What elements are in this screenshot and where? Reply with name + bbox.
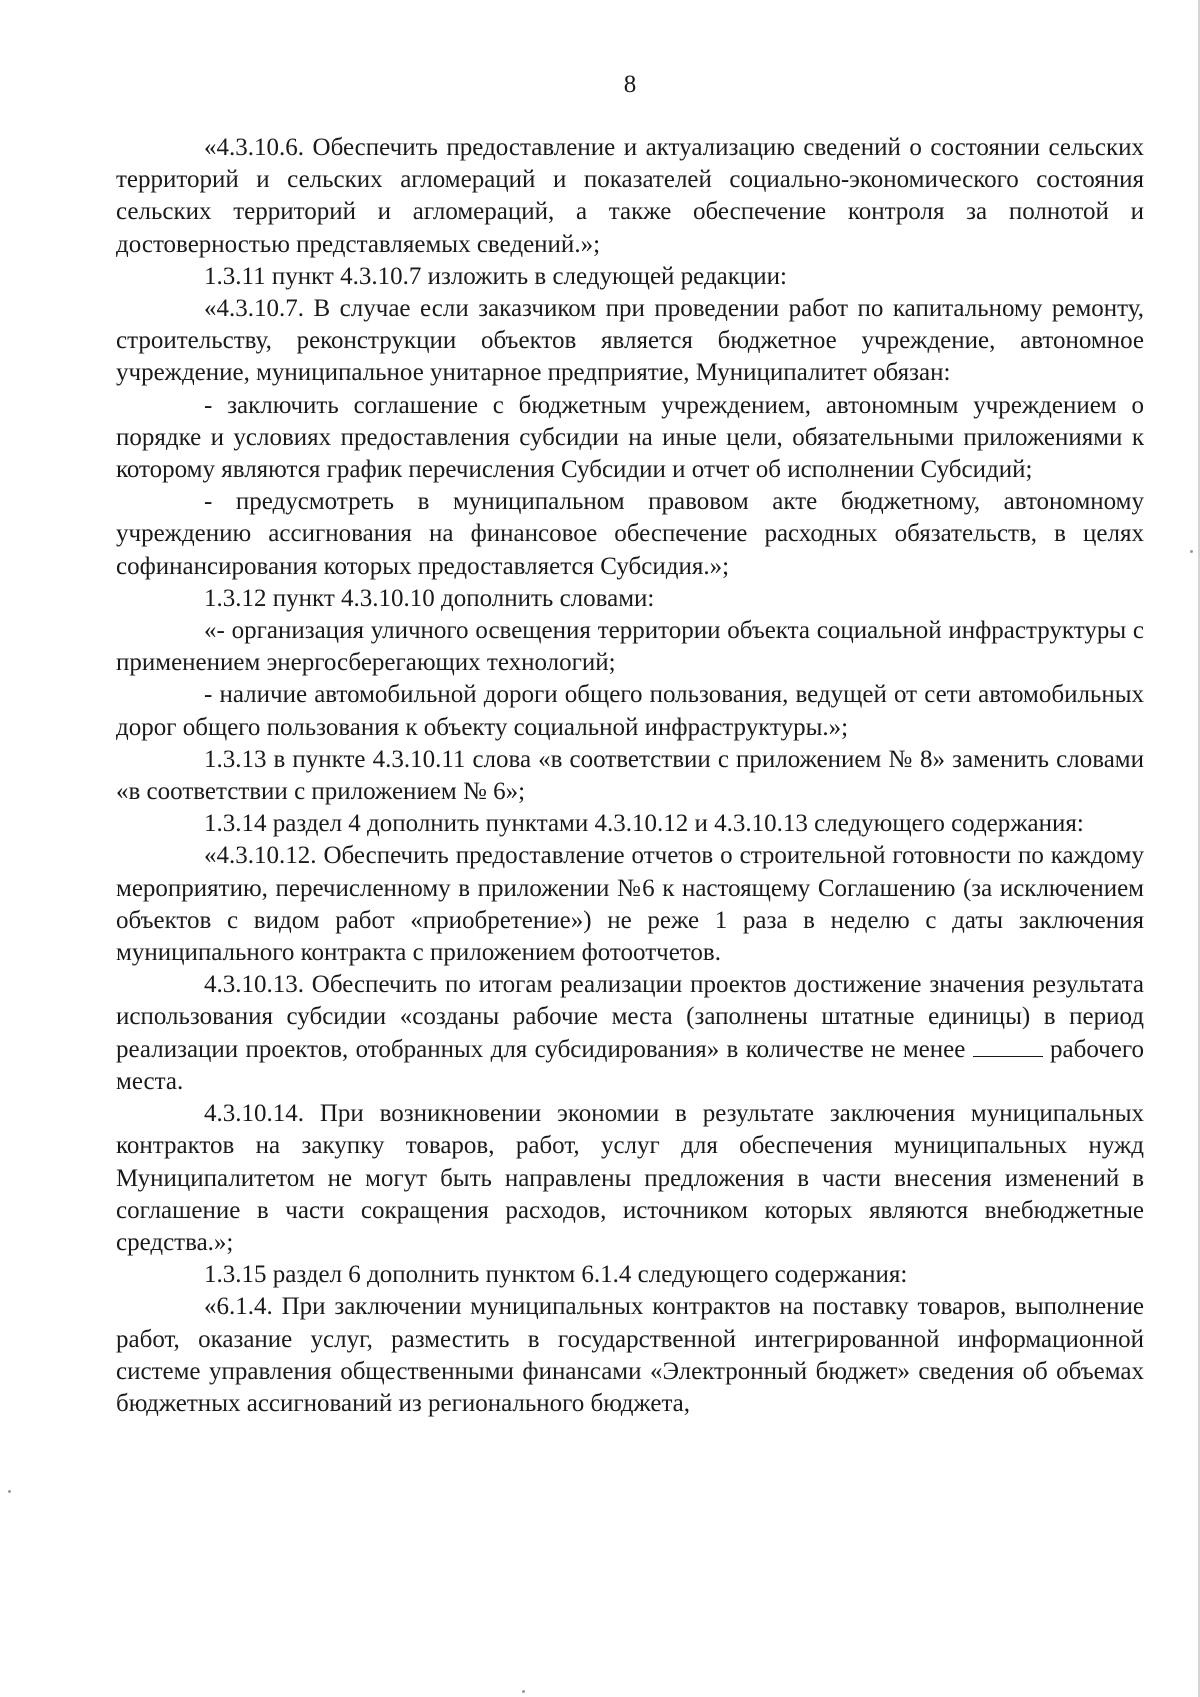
- paragraph-list-item-lighting: «- организация уличного освещения территории объекта социальной инфраструктуры с применением энергосберегающих технологий;: [116, 617, 1144, 677]
- paragraph-1-3-14: 1.3.14 раздел 4 дополнить пунктами 4.3.10.12 и 4.3.10.13 следующего содержания:: [204, 810, 1084, 838]
- paragraph-4-3-10-13-text-after: рабочего места.: [116, 1035, 1144, 1095]
- paragraph-1-3-15: 1.3.15 раздел 6 дополнить пунктом 6.1.4 следующего содержания:: [204, 1261, 908, 1289]
- scan-speck: [522, 1690, 525, 1693]
- paragraph-1-3-11: 1.3.11 пункт 4.3.10.7 изложить в следующей редакции:: [204, 262, 787, 290]
- paragraph-4-3-10-14: 4.3.10.14. При возникновении экономии в результате заключения муниципальных контрактов на закупку товаров, работ, услуг для обеспечения муниципальных нужд Муниципалитетом не могут быть направлены предложения в части внесения изменений в соглашение в части сокращения расходов, источником которых являются внебюджетные средства.»;: [116, 1100, 1144, 1256]
- paragraph-4-3-10-6: «4.3.10.6. Обеспечить предоставление и актуализацию сведений о состоянии сельских территорий и сельских агломераций и показателей социально-экономического состояния сельских территорий и агломераций, а также обеспечение контроля за полнотой и достоверностью представляемых сведений.»;: [116, 134, 1144, 258]
- page-number: 8: [623, 71, 637, 98]
- paragraph-list-item-agreement: - заключить соглашение с бюджетным учреждением, автономным учреждением о порядке и условиях предоставления субсидии на иные цели, обязательными приложениями к которому являются график перечисления Субсидии и отчет об исполнении Субсидий;: [116, 391, 1144, 484]
- paragraph-4-3-10-7: «4.3.10.7. В случае если заказчиком при проведении работ по капитальному ремонту, строительству, реконструкции объектов является бюджетное учреждение, автономное учреждение, муниципальное унитарное предприятие, Муниципалитет обязан:: [116, 295, 1144, 387]
- scan-speck: [1190, 550, 1193, 553]
- paragraph-6-1-4: «6.1.4. При заключении муниципальных контрактов на поставку товаров, выполнение работ, оказание услуг, разместить в государственной интегрированной информационной системе управления общественными финансами «Электронный бюджет» сведения об объемах бюджетных ассигнований из регионального бюджета,: [116, 1293, 1144, 1417]
- paragraph-list-item-road: - наличие автомобильной дороги общего пользования, ведущей от сети автомобильных дорог общего пользования к объекту социальной инфраструктуры.»;: [116, 681, 1144, 741]
- paragraph-4-3-10-13: [116, 969, 1144, 1098]
- paragraph-4-3-10-13-text-before: 4.3.10.13. Обеспечить по итогам реализации проектов достижение значения результата использования субсидии «созданы рабочие места (заполнены штатные единицы) в период реализации проектов, отобранных для субсидирования» в количестве не менее: [116, 971, 1144, 1063]
- paragraph-1-3-12: 1.3.12 пункт 4.3.10.10 дополнить словами:: [204, 584, 655, 612]
- paragraph-4-3-10-12: «4.3.10.12. Обеспечить предоставление отчетов о строительной готовности по каждому мероприятию, перечисленному в приложении №6 к настоящему Соглашению (за исключением объектов с видом работ «приобретение») не реже 1 раза в неделю с даты заключения муниципального контракта с приложением фотоотчетов.: [116, 842, 1144, 967]
- blank-fill-line: [973, 1036, 1043, 1057]
- paragraph-1-3-13: 1.3.13 в пункте 4.3.10.11 слова «в соответствии с приложением № 8» заменить словами «в соответствии с приложением № 6»;: [116, 745, 1144, 806]
- document-body: [116, 132, 1144, 1420]
- paragraph-list-item-legal-act: - предусмотреть в муниципальном правовом акте бюджетному, автономному учреждению ассигнования на финансовое обеспечение расходных обязательств, в целях софинансирования которых предоставляется Субсидия.»;: [116, 488, 1144, 580]
- scan-speck: [8, 1490, 11, 1493]
